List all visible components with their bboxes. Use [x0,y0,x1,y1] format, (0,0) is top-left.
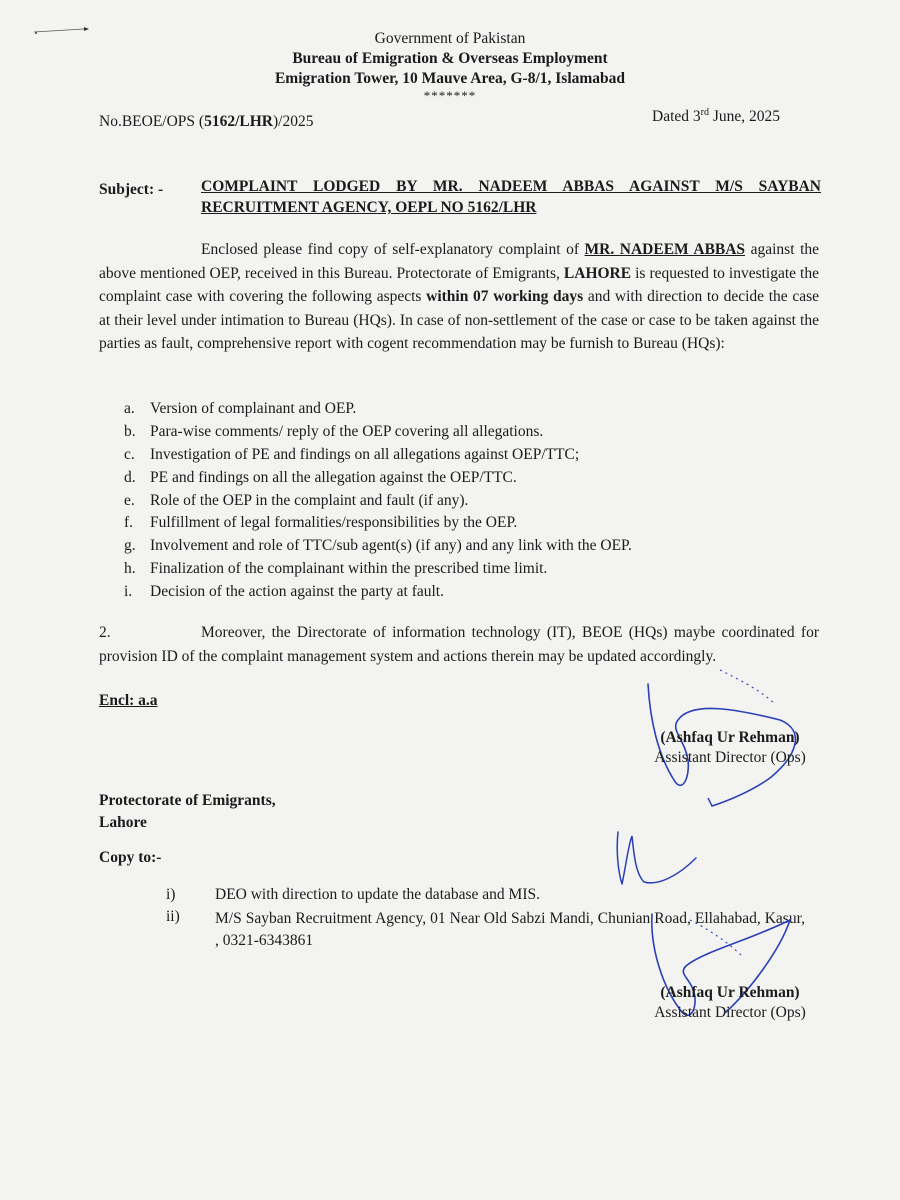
letterhead-government: Government of Pakistan [374,30,526,47]
list-item [124,535,632,558]
reference-suffix: )/2025 [272,113,314,130]
list-text: Finalization of the complainant within the prescribed time limit. [150,560,548,578]
reference-number [99,113,313,131]
addressee-line-2: Lahore [99,814,147,831]
list-text: Involvement and role of TTC/sub agent(s) (if any) and any link with the OEP. [150,537,632,555]
signatory-1-title: Assistant Director (Ops) [654,749,806,766]
list-marker: d. [124,468,136,486]
list-marker: ii) [166,908,180,925]
list-marker: i) [166,886,176,903]
subject-label: Subject: - [99,181,164,198]
list-item [124,398,632,421]
copy-to-label: Copy to:- [99,849,162,866]
list-text: Investigation of PE and findings on all allegations against OEP/TTC; [150,445,580,463]
signatory-1-name: (Ashfaq Ur Rehman) [660,729,800,746]
list-item [124,467,632,490]
list-marker: c. [124,445,135,463]
list-text: DEO with direction to update the database and MIS. [215,886,540,903]
list-marker: i. [124,583,133,601]
enclosure-note: Encl: a.a [99,692,158,709]
list-text: Fulfillment of legal formalities/responsibilities by the OEP. [150,514,518,532]
addressee-block [99,790,276,834]
subject-line-2: RECRUITMENT AGENCY, OEPL NO 5162/LHR [201,199,537,216]
date-superscript: rd [700,107,709,118]
list-item [124,444,632,467]
list-text: Role of the OEP in the complaint and fault (if any). [150,491,469,509]
list-item [124,512,632,535]
complainant-name: MR. NADEEM ABBAS [584,241,746,258]
deadline-text: within 07 working days [426,288,584,305]
list-marker: e. [124,491,135,509]
list-item [124,421,632,444]
list-marker: f. [124,514,134,532]
para2-number: 2. [99,624,111,641]
para1-text-4: and with direction to decide the case at their level under intimation to Bureau (HQs). In case of non-settlement of the case or case to be taken against the parties as fault, comprehensive report with cogent recommendation may be furnish to Bureau (HQs): [99,288,820,352]
reference-code: 5162/LHR [204,113,273,130]
letterhead-stars: ******* [423,88,477,103]
letterhead-bureau: Bureau of Emigration & Overseas Employment [292,50,608,67]
date-suffix: June, 2025 [708,108,781,126]
list-text: M/S Sayban Recruitment Agency, 01 Near Old Sabzi Mandi, Chunian Road, Ellahabad, Kasur, , 0321-6343861 [215,910,805,949]
list-marker: g. [124,537,136,555]
date-prefix: Dated 3 [652,108,701,126]
addressee-line-1: Protectorate of Emigrants, [99,792,276,809]
initials-scribble [608,826,708,892]
list-marker: h. [124,560,136,578]
aspects-list [124,398,632,604]
signatory-2-title: Assistant Director (Ops) [654,1004,806,1021]
para1-text-3: is requested to investigate the complaint case with covering the following aspects [99,264,819,305]
paragraph-1 [99,238,819,356]
list-text: Decision of the action against the party at fault. [150,583,444,601]
list-text: Version of complainant and OEP. [150,400,357,417]
list-item [124,490,632,513]
list-marker: b. [124,422,136,440]
list-item [124,581,632,604]
list-text: Para-wise comments/ reply of the OEP covering all allegations. [150,422,544,440]
reference-prefix: No.BEOE/OPS ( [99,113,205,130]
para1-text-2: against the above mentioned OEP, received in this Bureau. Protectorate of Emigrants, [99,241,819,282]
letterhead-address: Emigration Tower, 10 Mauve Area, G-8/1, Islamabad [274,70,626,87]
subject-line-1: COMPLAINT LODGED BY MR. NADEEM ABBAS AGAINST M/S SAYBAN [201,178,821,195]
city-name: LAHORE [563,264,632,282]
signatory-1 [640,728,820,768]
signatory-2-name: (Ashfaq Ur Rehman) [660,984,800,1001]
list-item [124,558,632,581]
list-text: PE and findings on all the allegation against the OEP/TTC. [150,468,517,486]
list-marker: a. [124,400,135,417]
para2-text: Moreover, the Directorate of information technology (IT), BEOE (HQs) maybe coordinated for provision ID of the complaint management system and actions therein may be updated accordingly. [99,624,819,665]
para1-text-1: Enclosed please find copy of self-explanatory complaint of [201,241,585,258]
signatory-2 [640,983,820,1023]
letter-date [652,107,780,126]
